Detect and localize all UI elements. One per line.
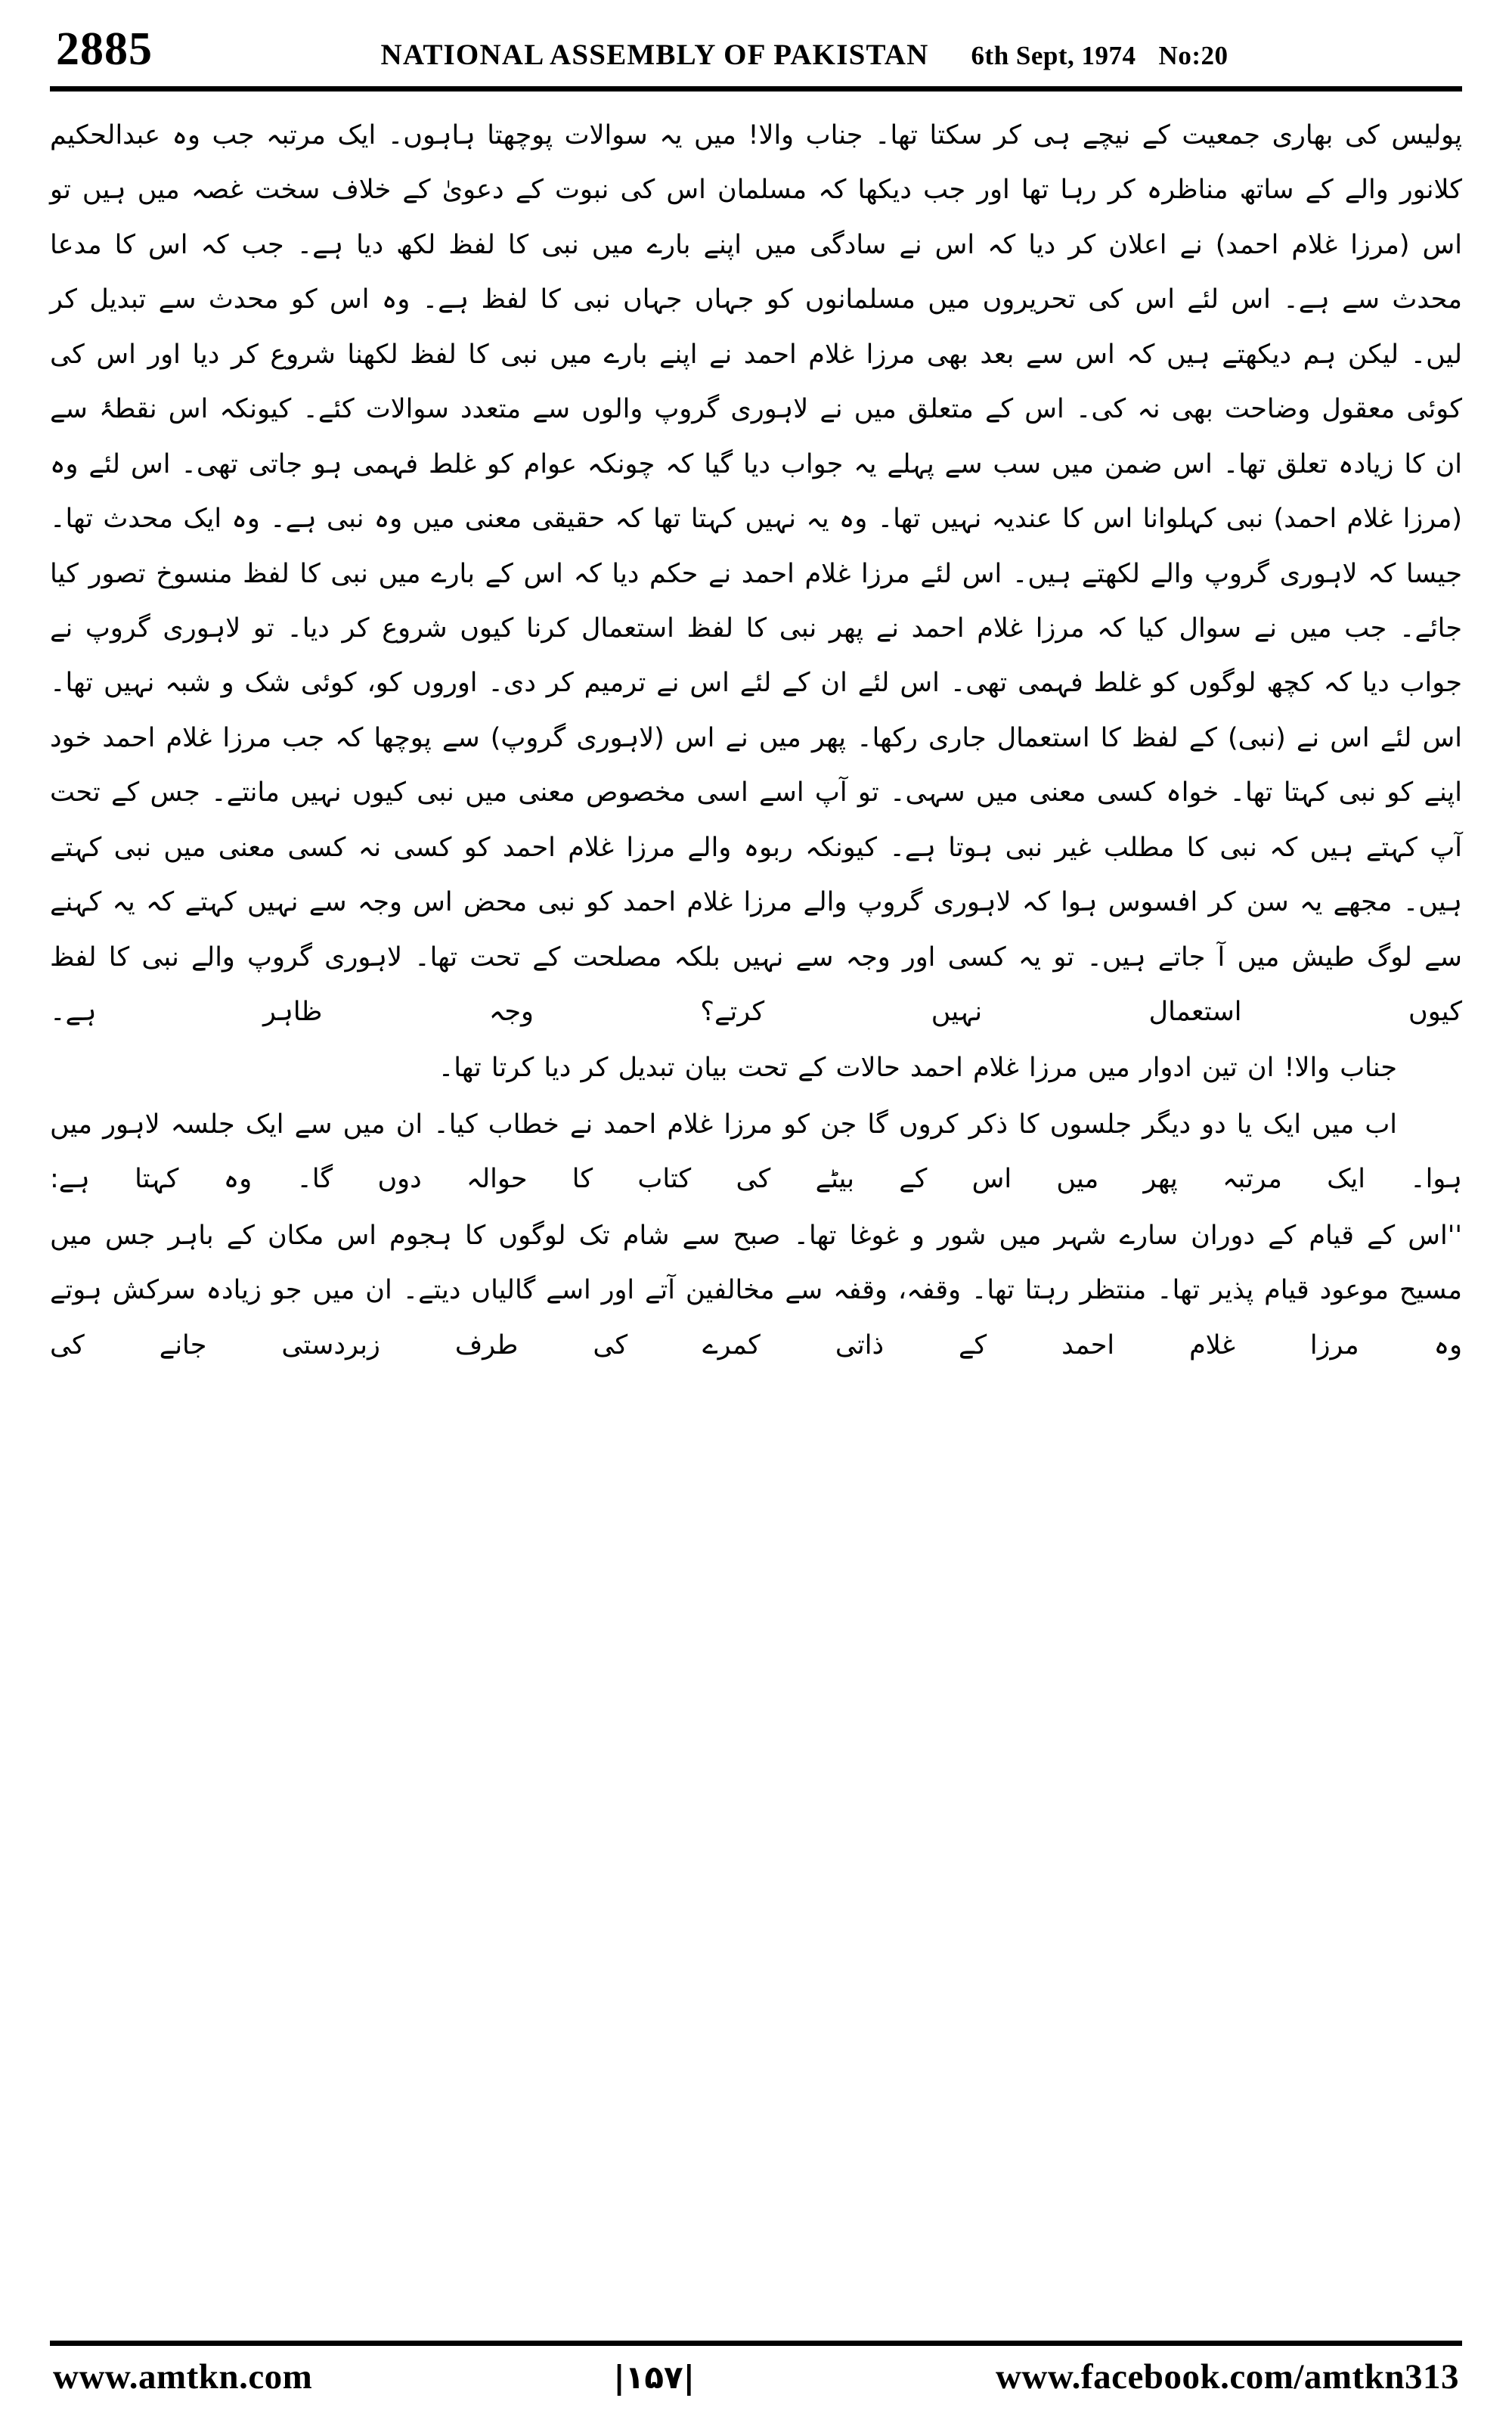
footer-page-marker: |۱۵۷| [613,2358,695,2396]
footer-divider [50,2341,1462,2346]
paragraph: اب میں ایک یا دو دیگر جلسوں کا ذکر کروں گا جن کو مرزا غلام احمد نے خطاب کیا۔ ان میں سے ایک جلسہ لاہور میں ہوا۔ ایک مرتبہ پھر میں اس کے بیٹے کی کتاب کا حوالہ دوں گا۔ وہ کہتا ہے: [50,1109,1462,1195]
paragraph: جناب والا! ان تین ادوار میں مرزا غلام احمد حالات کے تحت بیان تبدیل کر دیا کرتا تھا۔ [438,1053,1397,1084]
body-text [50,108,1462,2333]
website-link[interactable]: www.amtkn.com [53,2357,313,2397]
issue-number: No:20 [1158,41,1228,70]
page-title: NATIONAL ASSEMBLY OF PAKISTAN [380,39,929,71]
header-center [153,38,1456,72]
page-header [50,23,1462,75]
page-number: 2885 [56,23,153,75]
paragraph: پولیس کی بھاری جمعیت کے نیچے ہی کر سکتا تھا۔ جناب والا! میں یہ سوالات پوچھتا ہاہوں۔ ایک مرتبہ جب وہ عبدالحکیم کلانور والے کے ساتھ مناظرہ کر رہا تھا اور جب دیکھا کہ مسلمان اس کی نبوت کے دعویٰ کے خلاف سخت غصہ میں ہیں تو اس (مرزا غلام احمد) نے اعلان کر دیا کہ اس نے سادگی میں اپنے بارے میں نبی کا لفظ لکھ دیا ہے۔ جب کہ اس کا مدعا محدث سے ہے۔ اس لئے اس کی تحریروں میں مسلمانوں کو جہاں جہاں نبی کا لفظ ہے۔ وہ اس کو محدث سے تبدیل کر لیں۔ لیکن ہم دیکھتے ہیں کہ اس سے بعد بھی مرزا غلام احمد نے اپنے بارے میں نبی کا لفظ لکھنا شروع کر دیا اور اس کی کوئی معقول وضاحت بھی نہ کی۔ اس کے متعلق میں نے لاہوری گروپ والوں سے متعدد سوالات کئے۔ کیونکہ اس نقطۂ سے ان کا زیادہ تعلق تھا۔ اس ضمن میں سب سے پہلے یہ جواب دیا گیا کہ چونکہ عوام کو غلط فہمی ہو جاتی تھی۔ اس لئے وہ (مرزا غلام احمد) نبی کہلوانا اس کا عندیہ نہیں تھا۔ وہ یہ نہیں کہتا تھا کہ حقیقی معنی میں وہ نبی ہے۔ وہ ایک محدث تھا۔ جیسا کہ لاہوری گروپ والے لکھتے ہیں۔ اس لئے مرزا غلام احمد نے حکم دیا کہ اس کے بارے میں نبی کا لفظ منسوخ تصور کیا جائے۔ جب میں نے سوال کیا کہ مرزا غلام احمد نے پھر نبی کا لفظ استعمال کرنا کیوں شروع کر دیا۔ تو لاہوری گروپ نے جواب دیا کہ کچھ لوگوں کو غلط فہمی تھی۔ اس لئے ان کے لئے اس نے ترمیم کر دی۔ اوروں کو، کوئی شک و شبہ نہیں تھا۔ اس لئے اس نے (نبی) کے لفظ کا استعمال جاری رکھا۔ پھر میں نے اس (لاہوری گروپ) سے پوچھا کہ جب مرزا غلام احمد خود اپنے کو نبی کہتا تھا۔ خواہ کسی معنی میں سہی۔ تو آپ اسے اسی مخصوص معنی میں نبی کیوں نہیں مانتے۔ جس کے تحت آپ کہتے ہیں کہ نبی کا مطلب غیر نبی ہوتا ہے۔ کیونکہ ربوہ والے مرزا غلام احمد کو کسی نہ کسی معنی میں نبی کہتے ہیں۔ مجھے یہ سن کر افسوس ہوا کہ لاہوری گروپ والے مرزا غلام احمد کو نبی محض اس وجہ سے نہیں کہتے کہ یہ کہنے سے لوگ طیش میں آ جاتے ہیں۔ تو یہ کسی اور وجہ سے نہیں بلکہ مصلحت کے تحت تھا۔ لاہوری گروپ والے نبی کا لفظ کیوں استعمال نہیں کرتے؟ وجہ ظاہر ہے۔ [50,120,1462,1027]
facebook-link[interactable]: www.facebook.com/amtkn313 [995,2357,1459,2397]
header-divider [50,86,1462,92]
session-date: 6th Sept, 1974 [971,41,1136,70]
page-footer [50,2356,1462,2397]
paragraph-quote: ''اس کے قیام کے دوران سارے شہر میں شور و غوغا تھا۔ صبح سے شام تک لوگوں کا ہجوم اس مکان کے باہر جس میں مسیح موعود قیام پذیر تھا۔ منتظر رہتا تھا۔ وقفہ، وقفہ سے مخالفین آتے اور اسے گالیاں دیتے۔ ان میں جو زیادہ سرکش ہوتے وہ مرزا غلام احمد کے ذاتی کمرے کی طرف زبردستی جانے کی [50,1220,1462,1360]
